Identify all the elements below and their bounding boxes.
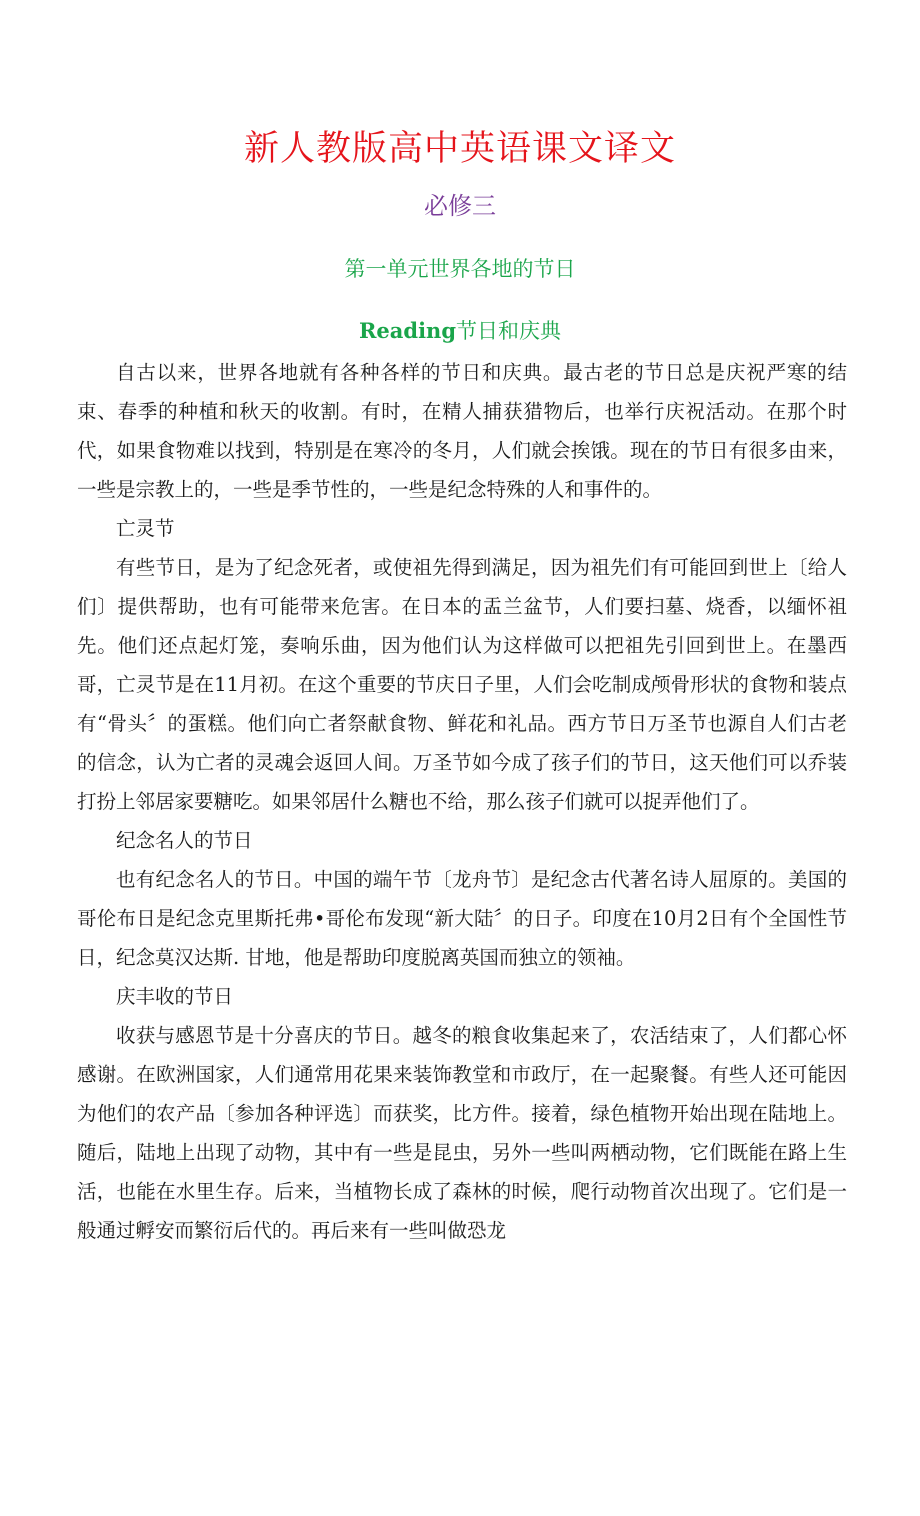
unit-title: 第一单元世界各地的节日 bbox=[344, 257, 576, 281]
paragraph-famous-people: 也有纪念名人的节日。中国的端午节〔龙舟节〕是纪念古代著名诗人屈原的。美国的哥伦布日是纪念克里斯托弗•哥伦布发现“新大陆〞的日子。印度在10月2日有个全国性节日，纪念莫汉达斯. 甘地，他是帮助印度脱离英国而独立的领袖。 bbox=[77, 868, 847, 969]
section-heading-famous-people: 纪念名人的节日 bbox=[116, 829, 253, 852]
paragraph-harvest: 收获与感恩节是十分喜庆的节日。越冬的粮食收集起来了，农活结束了，人们都心怀感谢。在欧洲国家，人们通常用花果来装饰教堂和市政厅，在一起聚餐。有些人还可能因为他们的农产品〔参加各种评选〕而获奖，比方件。接着，绿色植物开始出现在陆地上。随后，陆地上出现了动物，其中有一些是昆虫，另外一些叫两栖动物，它们既能在路上生活，也能在水里生存。后来，当植物长成了森林的时候，爬行动物首次出现了。它们是一般通过孵安而繁衍后代的。再后来有一些叫做恐龙 bbox=[77, 1024, 847, 1242]
document-title: 新人教版高中英语课文译文 bbox=[243, 129, 676, 169]
section-heading-day-of-dead: 亡灵节 bbox=[116, 517, 175, 540]
section-heading-harvest: 庆丰收的节日 bbox=[116, 985, 234, 1008]
document-subtitle: 必修三 bbox=[424, 192, 496, 220]
body-text bbox=[77, 353, 847, 1250]
paragraph-day-of-dead: 有些节日，是为了纪念死者，或使祖先得到满足，因为祖先们有可能回到世上〔给人们〕提供帮助，也有可能带来危害。在日本的盂兰盆节，人们要扫墓、烧香，以缅怀祖先。他们还点起灯笼，奏响乐曲，因为他们认为这样做可以把祖先引回到世上。在墨西哥，亡灵节是在11月初。在这个重要的节庆日子里，人们会吃制成颅骨形状的食物和装点有“骨头〞的蛋糕。他们向亡者祭献食物、鲜花和礼品。西方节日万圣节也源自人们古老的信念，认为亡者的灵魂会返回人间。万圣节如今成了孩子们的节日，这天他们可以乔装打扮上邻居家要糖吃。如果邻居什么糖也不给，那么孩子们就可以捉弄他们了。 bbox=[77, 556, 847, 813]
reading-heading bbox=[0, 314, 920, 348]
paragraph-intro: 自古以来，世界各地就有各种各样的节日和庆典。最古老的节日总是庆祝严寒的结束、春季的种植和秋天的收割。有时，在精人捕获猎物后，也举行庆祝活动。在那个时代，如果食物难以找到，特别是在寒冷的冬月，人们就会挨饿。现在的节日有很多由来，一些是宗教上的，一些是季节性的，一些是纪念特殊的人和事件的。 bbox=[77, 361, 847, 501]
reading-title: 节日和庆典 bbox=[456, 319, 562, 343]
reading-label: Reading bbox=[358, 318, 457, 343]
